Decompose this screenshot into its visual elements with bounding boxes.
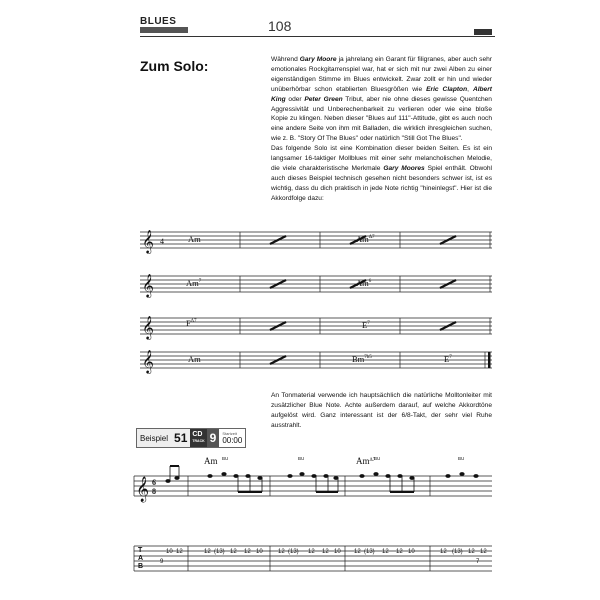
intro-text xyxy=(271,55,492,204)
chord-staff-1 xyxy=(140,228,492,254)
svg-text:12: 12 xyxy=(322,549,329,555)
svg-text:(13): (13) xyxy=(452,549,463,555)
chord-symbol: $E^7$ xyxy=(362,320,370,330)
svg-text:12: 12 xyxy=(230,549,237,555)
svg-text:12: 12 xyxy=(176,549,183,555)
svg-text:T: T xyxy=(138,547,143,554)
tab-letters xyxy=(138,547,143,570)
start-time: Startzeit 00:00 xyxy=(219,429,245,447)
svg-text:12: 12 xyxy=(468,549,475,555)
paragraph-3: An Tonmaterial verwende ich hauptsächlich die natürliche Molltonleiter mit zusätzlicher Blue Note. Achte außerdem darauf, auf welche Akkordtöne aufgelöst wird. Ganz interessant ist der 6/8-Takt, der sehr viel Ruhe ausstrahlt. xyxy=(271,392,492,429)
logo-text: BLUES xyxy=(140,16,177,27)
svg-text:12: 12 xyxy=(440,549,447,555)
chord-symbol: $Am^{\Delta 7}$ xyxy=(356,234,375,244)
svg-text:12: 12 xyxy=(308,549,315,555)
page-number: 108 xyxy=(268,18,292,34)
section-title: Zum Solo: xyxy=(140,58,209,74)
svg-text:(13): (13) xyxy=(288,549,299,555)
chord-staff-2 xyxy=(140,272,492,298)
note-stems xyxy=(170,466,414,492)
svg-text:A: A xyxy=(138,555,144,562)
artist-name: Eric Clapton xyxy=(426,85,468,93)
svg-text:BU: BU xyxy=(298,456,305,461)
svg-text:12: 12 xyxy=(382,549,389,555)
svg-text:B: B xyxy=(138,563,144,570)
logo-band xyxy=(140,27,188,33)
chord-symbol: $Am^{\Delta 7}$ xyxy=(356,456,376,466)
svg-text:BU: BU xyxy=(458,456,465,461)
example-label: Beispiel xyxy=(140,433,169,443)
svg-text:(13): (13) xyxy=(364,549,375,555)
svg-text:(13): (13) xyxy=(214,549,225,555)
chord-symbol: Am xyxy=(204,456,218,466)
svg-text:8: 8 xyxy=(152,487,156,496)
artist-name: Gary Moores xyxy=(383,164,425,172)
svg-text:12: 12 xyxy=(204,549,211,555)
header-rule xyxy=(140,36,495,37)
chord-symbol: Am$^6$ xyxy=(356,278,372,288)
svg-text:12: 12 xyxy=(244,549,251,555)
svg-text:7: 7 xyxy=(476,559,480,565)
track-number: 9 xyxy=(207,429,220,447)
svg-text:4: 4 xyxy=(160,237,164,246)
book-logo xyxy=(140,16,188,38)
chord-symbol: Am xyxy=(188,234,201,244)
treble-clef-icon: 𝄞 xyxy=(142,315,154,339)
artist-name: Albert King xyxy=(271,85,492,103)
chord-symbol: Am$^7$ xyxy=(186,278,202,288)
tab-numbers xyxy=(160,549,487,565)
bend-labels xyxy=(222,456,464,461)
notation-staff xyxy=(134,476,492,496)
treble-clef-icon: 𝄞 xyxy=(136,477,150,502)
header-mark xyxy=(474,29,492,35)
svg-text:6: 6 xyxy=(152,478,156,487)
svg-text:9: 9 xyxy=(160,559,164,565)
example-number: 51 xyxy=(174,431,188,445)
paragraph-1: Während Gary Moore ja jahrelang ein Garant für filigranes, aber auch sehr emotionales Rockgitarrenspiel war, hat er sich mit nur zwei Alben zu einer eigenständigen Stimme im Blues entwickelt. Zwar zollt er hin und wieder unüberhörbar schon etablierten Bluesgrößen wie Eric Clapton, Albert King oder Peter Green Tribut, aber nie ohne dieses gewisse Quentchen Aggressivität und Unberechenbarkeit zu verlieren oder wie eine bloße Kopie zu klingen. Neben dieser "Blues auf 111"-Attitude, gibt es auch noch eine andere Seite von ihm mit Balladen, die wirklich ihresgleichen suchen, wie z. B. "Story Of The Blues" oder natürlich "Still Got The Blues". xyxy=(271,56,492,143)
note-beams xyxy=(170,465,414,493)
chord-symbol: $F^{\Delta 7}$ xyxy=(186,318,197,328)
example-info-box xyxy=(136,428,246,448)
svg-text:12: 12 xyxy=(354,549,361,555)
svg-text:12: 12 xyxy=(278,549,285,555)
treble-clef-icon: 𝄞 xyxy=(142,273,154,297)
chord-symbol: $Bm^{7b5}$ xyxy=(352,354,372,364)
treble-clef-icon: 𝄞 xyxy=(142,349,154,373)
svg-text:12: 12 xyxy=(396,549,403,555)
svg-text:12: 12 xyxy=(480,549,487,555)
music-notation xyxy=(130,452,494,590)
paragraph-2: Das folgende Solo ist eine Kombination dieser beiden Seiten. Es ist ein langsamer 16-taktiger Mollblues mit einer sehr melancholischen Melodie, die viele charakteristische Merkmale Gary Moores Spiel enthält. Obwohl auch dieses Beispiel technisch gesehen nicht besonders schwer ist, ist es wichtig, dass du dich praktisch in jede Note richtig "hineinlegst". Hier ist die Akkordfolge dazu: xyxy=(271,145,493,202)
chord-staff-3 xyxy=(140,314,492,340)
svg-text:10: 10 xyxy=(256,549,263,555)
svg-text:BU: BU xyxy=(374,456,381,461)
chord-symbol: Am xyxy=(188,354,201,364)
chord-symbol: $E^7$ xyxy=(444,354,452,364)
svg-text:10: 10 xyxy=(166,549,173,555)
svg-text:BU: BU xyxy=(222,456,229,461)
cd-icon: CD TRACK xyxy=(190,429,206,447)
chord-staff-4 xyxy=(140,348,492,374)
svg-text:10: 10 xyxy=(334,549,341,555)
treble-clef-icon: 𝄞 xyxy=(142,229,154,253)
artist-name: Peter Green xyxy=(304,95,343,103)
svg-text:10: 10 xyxy=(408,549,415,555)
artist-name: Gary Moore xyxy=(299,56,337,63)
